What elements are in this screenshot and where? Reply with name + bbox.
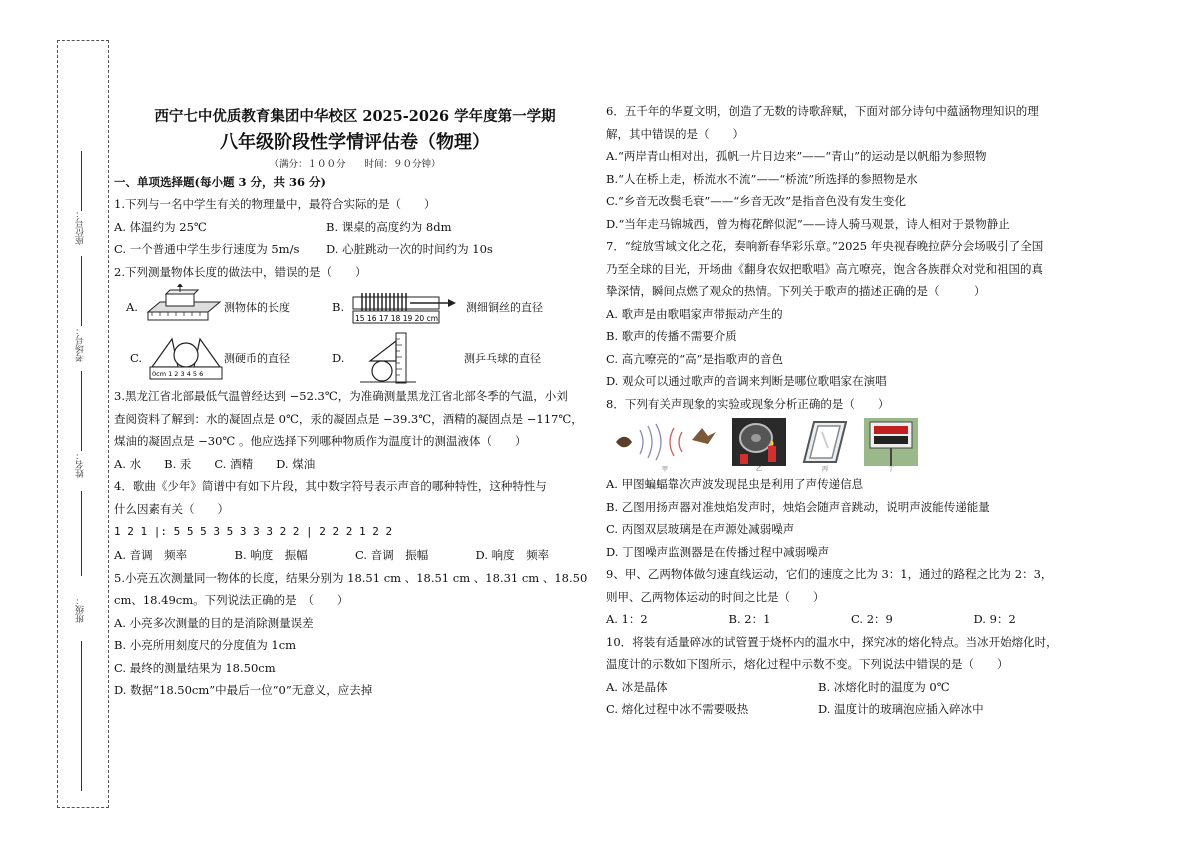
option-a: A. 音调 频率 bbox=[114, 548, 188, 562]
option-b: B. 乙图用扬声器对准烛焰发声时，烛焰会随声音跳动，说明声波能传递能量 bbox=[606, 499, 990, 514]
option-c: C. 音调 振幅 bbox=[355, 548, 429, 562]
question-6 bbox=[606, 100, 1096, 235]
option-d: D. 9：2 bbox=[973, 612, 1016, 626]
ruler-scale-label: 15 16 17 18 19 20 cm bbox=[355, 314, 438, 323]
option-c: C.“乡音无改鬓毛衰”——“乡音无改”是指音色没有发生变化 bbox=[606, 194, 907, 208]
question-text-line: 9、甲、乙两物体做匀速直线运动，它们的速度之比为 3：1，通过的路程之比为 2：3， bbox=[606, 567, 1053, 581]
question-9 bbox=[606, 563, 1096, 631]
option-a-label: A. bbox=[126, 300, 138, 314]
binding-margin bbox=[57, 40, 109, 808]
question-text-line: 5.小亮五次测量同一物体的长度，结果分别为 18.51 cm 、18.51 cm 、18.31 cm 、18.50 bbox=[114, 570, 588, 585]
option-a-caption: 测物体的长度 bbox=[224, 301, 290, 314]
options-row bbox=[114, 544, 596, 567]
option-d: D. 响度 频率 bbox=[475, 548, 550, 562]
options-row: A. 水 B. 汞 C. 酒精 D. 煤油 bbox=[114, 456, 316, 471]
figure-row bbox=[612, 415, 1096, 473]
option-c: C. 2：9 bbox=[851, 612, 893, 626]
option-d: D. 数据“18.50cm”中最后一位“0”无意义，应去掉 bbox=[114, 683, 373, 697]
option-c: C. 最终的测量结果为 18.50cm bbox=[114, 660, 276, 675]
exam-room-field: 考场号： bbox=[76, 326, 86, 362]
option-c-caption: 测硬币的直径 bbox=[224, 352, 290, 365]
option-c: C. 一个普通中学生步行速度为 5m/s bbox=[114, 242, 300, 256]
option-c-label: C. bbox=[130, 351, 143, 365]
option-d: D.“当年走马锦城西，曾为梅花醉似泥”——诗人骑马观景，诗人相对于景物静止 bbox=[606, 216, 1010, 231]
question-3 bbox=[114, 385, 596, 475]
options-row bbox=[114, 216, 596, 239]
option-d: D. 心脏跳动一次的时间约为 10s bbox=[326, 242, 493, 256]
option-b: B. 响度 振幅 bbox=[234, 548, 308, 562]
question-text-line: cm、18.49cm。下列说法正确的是 （ ） bbox=[114, 593, 349, 607]
figure-ding bbox=[864, 418, 918, 473]
question-text-line: 解，其中错误的是（ ） bbox=[606, 126, 744, 141]
figure-row bbox=[114, 283, 596, 331]
speaker-candle-figure bbox=[732, 418, 786, 466]
figure-caption: 丁 bbox=[887, 466, 894, 473]
ping-pong-triangles-figure bbox=[350, 331, 430, 385]
option-b: B. 2：1 bbox=[728, 612, 771, 626]
question-text-line: 煤油的凝固点是 −30℃ 。他应选择下列哪种物质作为温度计的测温液体（ ） bbox=[114, 434, 527, 448]
copper-wire-figure bbox=[350, 287, 460, 327]
figure-caption: 乙 bbox=[755, 466, 762, 473]
binding-line bbox=[81, 256, 82, 326]
binding-line bbox=[81, 491, 82, 576]
figure-caption: 丙 bbox=[821, 466, 828, 473]
question-text-line: 10．将装有适量碎冰的试管置于烧杯内的温水中，探究冰的熔化特点。当冰开始熔化时， bbox=[606, 634, 1058, 649]
question-7 bbox=[606, 235, 1096, 393]
question-text-line: 查阅资料了解到：水的凝固点是 0℃，汞的凝固点是 −39.3℃，酒精的凝固点是 −117℃， bbox=[114, 411, 583, 426]
option-d: D. 丁图噪声监测器是在传播过程中减弱噪声 bbox=[606, 544, 830, 559]
double-glass-figure bbox=[800, 418, 850, 466]
option-d: D. 温度计的玻璃泡应插入碎冰中 bbox=[818, 702, 984, 716]
name-field: 姓名： bbox=[76, 451, 86, 478]
option-c: C. 熔化过程中冰不需要吸热 bbox=[606, 702, 749, 716]
question-text-line: 温度计的示数如下图所示，熔化过程中示数不变。下列说法中错误的是（ ） bbox=[606, 657, 1009, 671]
question-text-line: 4．歌曲《少年》简谱中有如下片段，其中数字符号表示声音的哪种特性，这种特性与 bbox=[114, 479, 547, 493]
class-field: 班级： bbox=[76, 596, 86, 623]
question-stem: 2.下列测量物体长度的做法中，错误的是（ ） bbox=[114, 264, 367, 279]
figure-caption: 甲 bbox=[661, 466, 668, 473]
option-a: A. 甲图蝙蝠靠次声波发现昆虫是利用了声传递信息 bbox=[606, 477, 864, 491]
binding-line bbox=[81, 151, 82, 211]
option-a: A.“两岸青山相对出，孤帆一片日边来”——“青山”的运动是以帆船为参照物 bbox=[606, 149, 987, 163]
jianpu-score: 1 2 1 |: 5 5 5 3 5 3 3 3 2 2 | 2 2 2 1 2 2 bbox=[114, 525, 393, 538]
right-column bbox=[606, 100, 1096, 721]
question-5 bbox=[114, 567, 596, 702]
options-row bbox=[606, 698, 1096, 721]
options-row bbox=[114, 238, 596, 261]
question-8 bbox=[606, 393, 1096, 564]
question-2 bbox=[114, 261, 596, 386]
ruler-block-figure bbox=[144, 284, 224, 330]
question-text-line: 什么因素有关（ ） bbox=[114, 501, 229, 516]
option-d-label: D. bbox=[332, 351, 345, 365]
option-a: A. 冰是晶体 bbox=[606, 679, 668, 694]
question-1 bbox=[114, 193, 596, 261]
option-a: A. 体温约为 25℃ bbox=[114, 219, 207, 234]
figure-yi bbox=[732, 418, 786, 473]
question-text-line: 挚深情，瞬间点燃了观众的热情。下列关于歌声的描述正确的是（ ） bbox=[606, 284, 986, 298]
question-text-line: 乃至全球的目光，开场曲《翻身农奴把歌唱》高亢嘹亮，饱含各族群众对党和祖国的真 bbox=[606, 261, 1043, 276]
seat-number-field: 座位号： bbox=[76, 209, 86, 245]
question-10 bbox=[606, 631, 1096, 721]
question-text-line: 则甲、乙两物体运动的时间之比是（ ） bbox=[606, 589, 825, 604]
option-a: A. 小亮多次测量的目的是消除测量误差 bbox=[114, 615, 314, 630]
figure-jia bbox=[612, 418, 718, 473]
option-a: A. 1：2 bbox=[606, 612, 648, 626]
question-text-line: 6．五千年的华夏文明，创造了无数的诗歌辞赋，下面对部分诗句中蕴涵物理知识的理 bbox=[606, 104, 1039, 118]
figure-bing bbox=[800, 418, 850, 473]
option-b: B. 歌声的传播不需要介质 bbox=[606, 329, 737, 343]
left-column bbox=[114, 100, 596, 702]
option-d: D. 观众可以通过歌声的音调来判断是哪位歌唱家在演唱 bbox=[606, 374, 887, 388]
option-b: B. 课桌的高度约为 8dm bbox=[326, 219, 452, 234]
section-heading: 一、单项选择题(每小题 3 分，共 36 分) bbox=[114, 175, 326, 189]
coin-triangles-figure bbox=[148, 333, 224, 383]
question-stem: 1.下列与一名中学生有关的物理量中，最符合实际的是（ ） bbox=[114, 197, 436, 211]
question-text-line: 7．“绽放雪域文化之花，奏响新春华彩乐章。”2025 年央视春晚拉萨分会场吸引了全国 bbox=[606, 239, 1044, 253]
noise-monitor-figure bbox=[864, 418, 918, 466]
exam-title-line2: 八年级阶段性学情评估卷（物理） bbox=[220, 132, 490, 153]
option-a: A. 歌声是由歌唱家声带振动产生的 bbox=[606, 306, 783, 321]
option-b: B.“人在桥上走，桥流水不流”——“桥流”所选择的参照物是水 bbox=[606, 171, 918, 186]
figure-row bbox=[114, 331, 596, 385]
option-b-caption: 测细铜丝的直径 bbox=[466, 301, 543, 314]
binding-line bbox=[81, 371, 82, 451]
option-c: C. 丙图双层玻璃是在声源处减弱噪声 bbox=[606, 522, 795, 536]
options-row bbox=[606, 608, 1096, 631]
option-b: B. 冰熔化时的温度为 0℃ bbox=[818, 679, 950, 694]
option-b-label: B. bbox=[332, 300, 345, 314]
options-row bbox=[606, 676, 1096, 699]
exam-subtitle: （满分：１００分 时间：９０分钟） bbox=[269, 159, 441, 170]
bat-echolocation-figure bbox=[612, 418, 718, 466]
option-c: C. 高亢嘹亮的“高”是指歌声的音色 bbox=[606, 351, 783, 366]
question-text-line: 3.黑龙江省北部最低气温曾经达到 −52.3℃，为准确测量黑龙江省北部冬季的气温，小刘 bbox=[114, 389, 568, 403]
question-4 bbox=[114, 475, 596, 567]
option-d-caption: 测乒乓球的直径 bbox=[464, 352, 541, 365]
exam-title-line1: 西宁七中优质教育集团中华校区 2025-2026 学年度第一学期 bbox=[154, 108, 556, 125]
binding-line bbox=[81, 641, 82, 791]
question-stem: 8．下列有关声现象的实验或现象分析正确的是（ ） bbox=[606, 396, 890, 411]
option-b: B. 小亮所用刻度尺的分度值为 1cm bbox=[114, 638, 297, 652]
ruler-scale-label: 0cm 1 2 3 4 5 6 bbox=[152, 370, 204, 378]
